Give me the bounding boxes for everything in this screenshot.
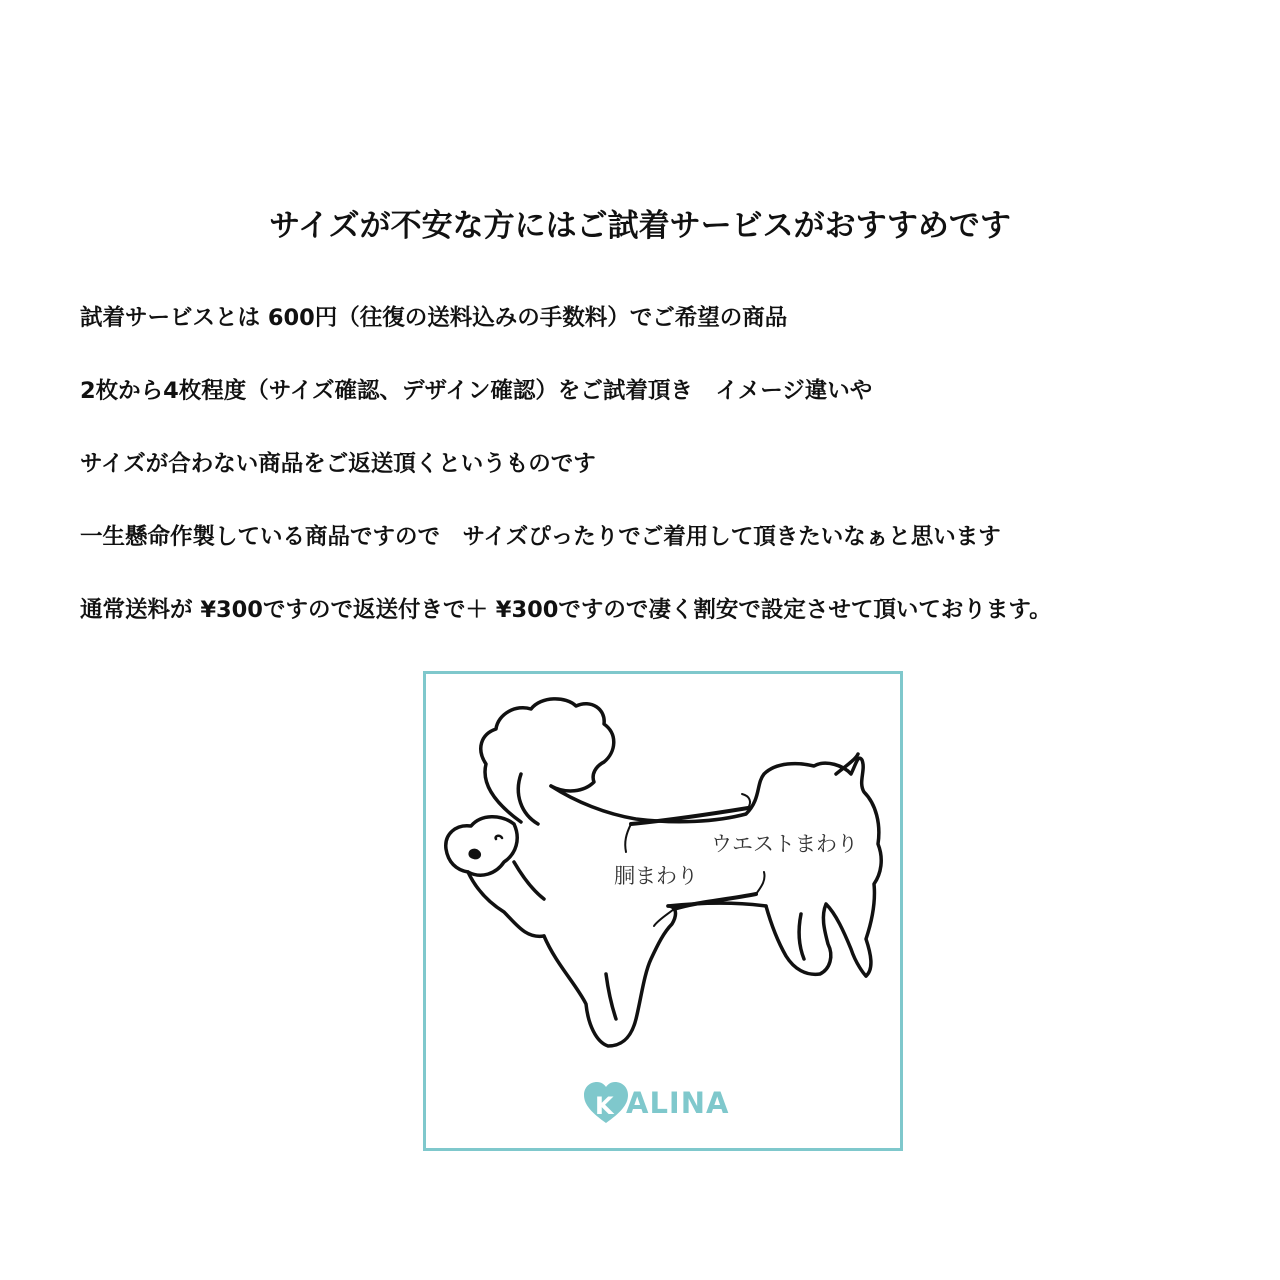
dog-front-leg-inner xyxy=(606,974,616,1019)
dog-neck-outline xyxy=(514,862,544,899)
kalina-logo xyxy=(582,1080,729,1126)
dog-ear-outline xyxy=(518,774,538,824)
body-arrow-right xyxy=(756,872,765,894)
description-line-2: 2枚から4枚程度（サイズ確認、デザイン確認）をご試着頂き イメージ違いや xyxy=(80,378,873,404)
dog-back-legs-outline xyxy=(766,904,866,976)
dog-snout-outline xyxy=(446,817,517,875)
waist-arrow-right xyxy=(742,794,750,808)
description-line-4: 一生懸命作製している商品ですので サイズぴったりでご着用して頂きたいなぁと思います xyxy=(80,524,1001,550)
measurement-figure xyxy=(423,671,903,1151)
waist-arrow-left xyxy=(625,824,631,852)
heart-logo-icon xyxy=(582,1081,630,1125)
waist-measurement-label: ウエストまわり xyxy=(711,832,858,856)
description-line-3: サイズが合わない商品をご返送頂くというものです xyxy=(80,451,596,477)
description-line-5: 通常送料が ¥300ですので返送付きで＋ ¥300ですので凄く割安で設定させて頂いております。 xyxy=(80,597,1052,623)
dog-back-leg-inner xyxy=(799,914,804,959)
brand-name: ALINA xyxy=(626,1086,730,1120)
dog-back-outline xyxy=(551,758,881,976)
dog-nose xyxy=(470,850,479,857)
body-measure-line xyxy=(674,894,756,909)
dog-head-outline xyxy=(481,699,614,822)
page-title: サイズが不安な方にはご試着サービスがおすすめです xyxy=(269,208,1011,244)
description-paragraph xyxy=(80,298,1260,663)
dog-front-legs-outline xyxy=(544,906,675,1046)
description-line-1: 試着サービスとは 600円（往復の送料込みの手数料）でご希望の商品 xyxy=(80,305,788,331)
brand-initial: K xyxy=(595,1092,614,1120)
dog-silhouette-illustration xyxy=(426,674,900,1148)
dog-eye xyxy=(496,836,502,839)
body-measurement-label: 胴まわり xyxy=(614,864,698,888)
dog-chest-outline xyxy=(468,872,544,936)
